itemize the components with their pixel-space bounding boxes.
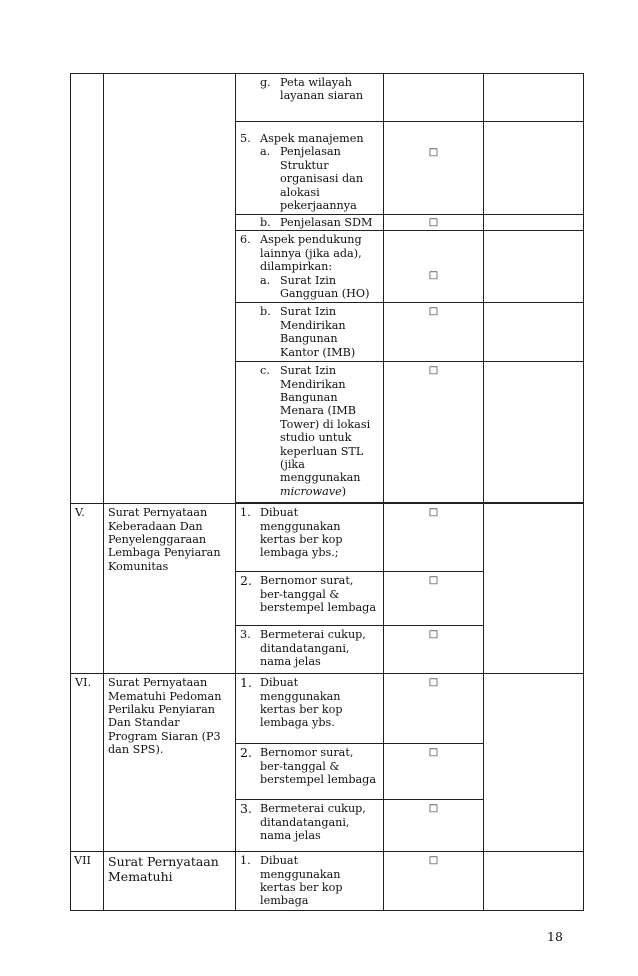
checkbox-icon[interactable]: □ [428,306,439,318]
notes-cell [484,74,584,122]
requirement-cell [236,231,384,303]
requirement-cell [236,800,384,852]
page-number: 18 [547,929,563,944]
item-text: Bermeterai cukup, ditandatangani, nama jelas [260,628,366,668]
item-text: Penjelasan Struktur organisasi dan alokasi pekerjaannya [280,145,364,213]
title-cell-empty [104,74,236,504]
table-row [71,504,584,572]
requirement-cell [236,215,384,231]
item-text: Dibuat menggunakan kertas ber kop lembaga ybs.; [260,506,343,560]
item-marker: 3. [240,628,251,642]
check-cell [384,572,484,626]
item-text: Dibuat menggunakan kertas ber kop lembaga ybs. [260,676,343,730]
checkbox-icon[interactable]: □ [428,217,439,229]
item-text: Peta wilayah layanan siaran [280,76,364,103]
item-marker: 1. [240,675,252,691]
check-cell [384,852,484,911]
item-marker: 5. [240,132,251,145]
checkbox-icon[interactable]: □ [428,507,439,519]
section-title: Surat Pernyataan Mematuhi Pedoman Perilaku Penyiaran Dan Standar Program Siaran (P3 dan SPS). [104,674,236,852]
requirement-cell [236,572,384,626]
item-text-part: ) [341,484,347,498]
check-cell [384,362,484,503]
item-marker: c. [260,364,270,378]
check-cell [384,231,484,303]
notes-cell [484,852,584,911]
checkbox-icon[interactable]: □ [428,855,439,867]
table-row [71,74,584,122]
item-text [280,364,379,498]
checkbox-icon[interactable]: □ [428,747,439,759]
notes-cell [484,674,584,852]
item-marker: b. [260,216,271,230]
item-text: Bernomor surat, ber-tanggal & berstempel lembaga [260,746,376,786]
requirement-cell [236,362,384,503]
section-title: Surat Pernyataan Mematuhi [104,852,236,911]
check-cell [384,122,484,215]
requirement-cell [236,303,384,362]
notes-cell [484,303,584,362]
item-text: Aspek pendukung lainnya (jika ada), dilampirkan: [260,233,362,274]
check-cell [384,504,484,572]
section-number: VII [71,852,104,911]
item-text-part: Surat Izin Mendirikan Bangunan Menara (IMB Tower) di lokasi studio untuk keperluan STL (jika menggunakan [280,364,371,485]
item-marker: 3. [240,801,252,817]
requirement-cell [236,674,384,744]
item-text: Surat Izin Mendirikan Bangunan Kantor (IMB) [280,305,356,359]
checkbox-icon[interactable]: □ [428,365,439,377]
checkbox-icon[interactable]: □ [428,147,439,158]
checkbox-icon[interactable]: □ [428,575,439,587]
item-text: Surat Izin Gangguan (HO) [280,273,370,301]
table-row [71,674,584,744]
check-cell [384,303,484,362]
requirement-cell [236,744,384,800]
requirement-cell [236,504,384,572]
item-marker: 6. [240,233,251,247]
requirements-table [70,73,584,911]
notes-cell [484,215,584,231]
item-marker: 2. [240,745,252,761]
item-marker: 1. [240,506,251,520]
requirement-cell [236,74,384,122]
notes-cell [484,231,584,303]
table-row [71,852,584,911]
section-number: VI. [71,674,104,852]
notes-cell [484,122,584,215]
number-cell-empty [71,74,104,504]
check-cell [384,215,484,231]
checkbox-icon[interactable]: □ [428,270,439,282]
check-cell [384,674,484,744]
item-text: Dibuat menggunakan kertas ber kop lembaga [260,854,343,908]
requirement-cell [236,122,384,215]
item-marker: a. [260,145,271,159]
checkbox-icon[interactable]: □ [428,629,439,641]
item-text: Bernomor surat, ber-tanggal & berstempel lembaga [260,574,376,614]
section-number: V. [71,504,104,674]
item-text-italic: microwave [280,484,342,498]
item-marker: 1. [240,854,251,868]
checkbox-icon[interactable]: □ [428,677,439,689]
check-cell [384,626,484,674]
checkbox-icon[interactable]: □ [428,803,439,815]
item-text: Aspek manajemen [260,132,364,145]
notes-cell [484,504,584,674]
item-text: Penjelasan SDM [280,216,373,230]
requirement-cell [236,852,384,911]
check-cell [384,744,484,800]
notes-cell [484,362,584,503]
item-marker: 2. [240,573,252,589]
section-title: Surat Pernyataan Keberadaan Dan Penyelenggaraan Lembaga Penyiaran Komunitas [104,504,236,674]
item-marker: g. [260,76,271,89]
requirement-cell [236,626,384,674]
item-text: Bermeterai cukup, ditandatangani, nama jelas [260,802,366,842]
check-cell [384,74,484,122]
item-marker: b. [260,305,271,319]
check-cell [384,800,484,852]
item-marker: a. [260,273,271,287]
